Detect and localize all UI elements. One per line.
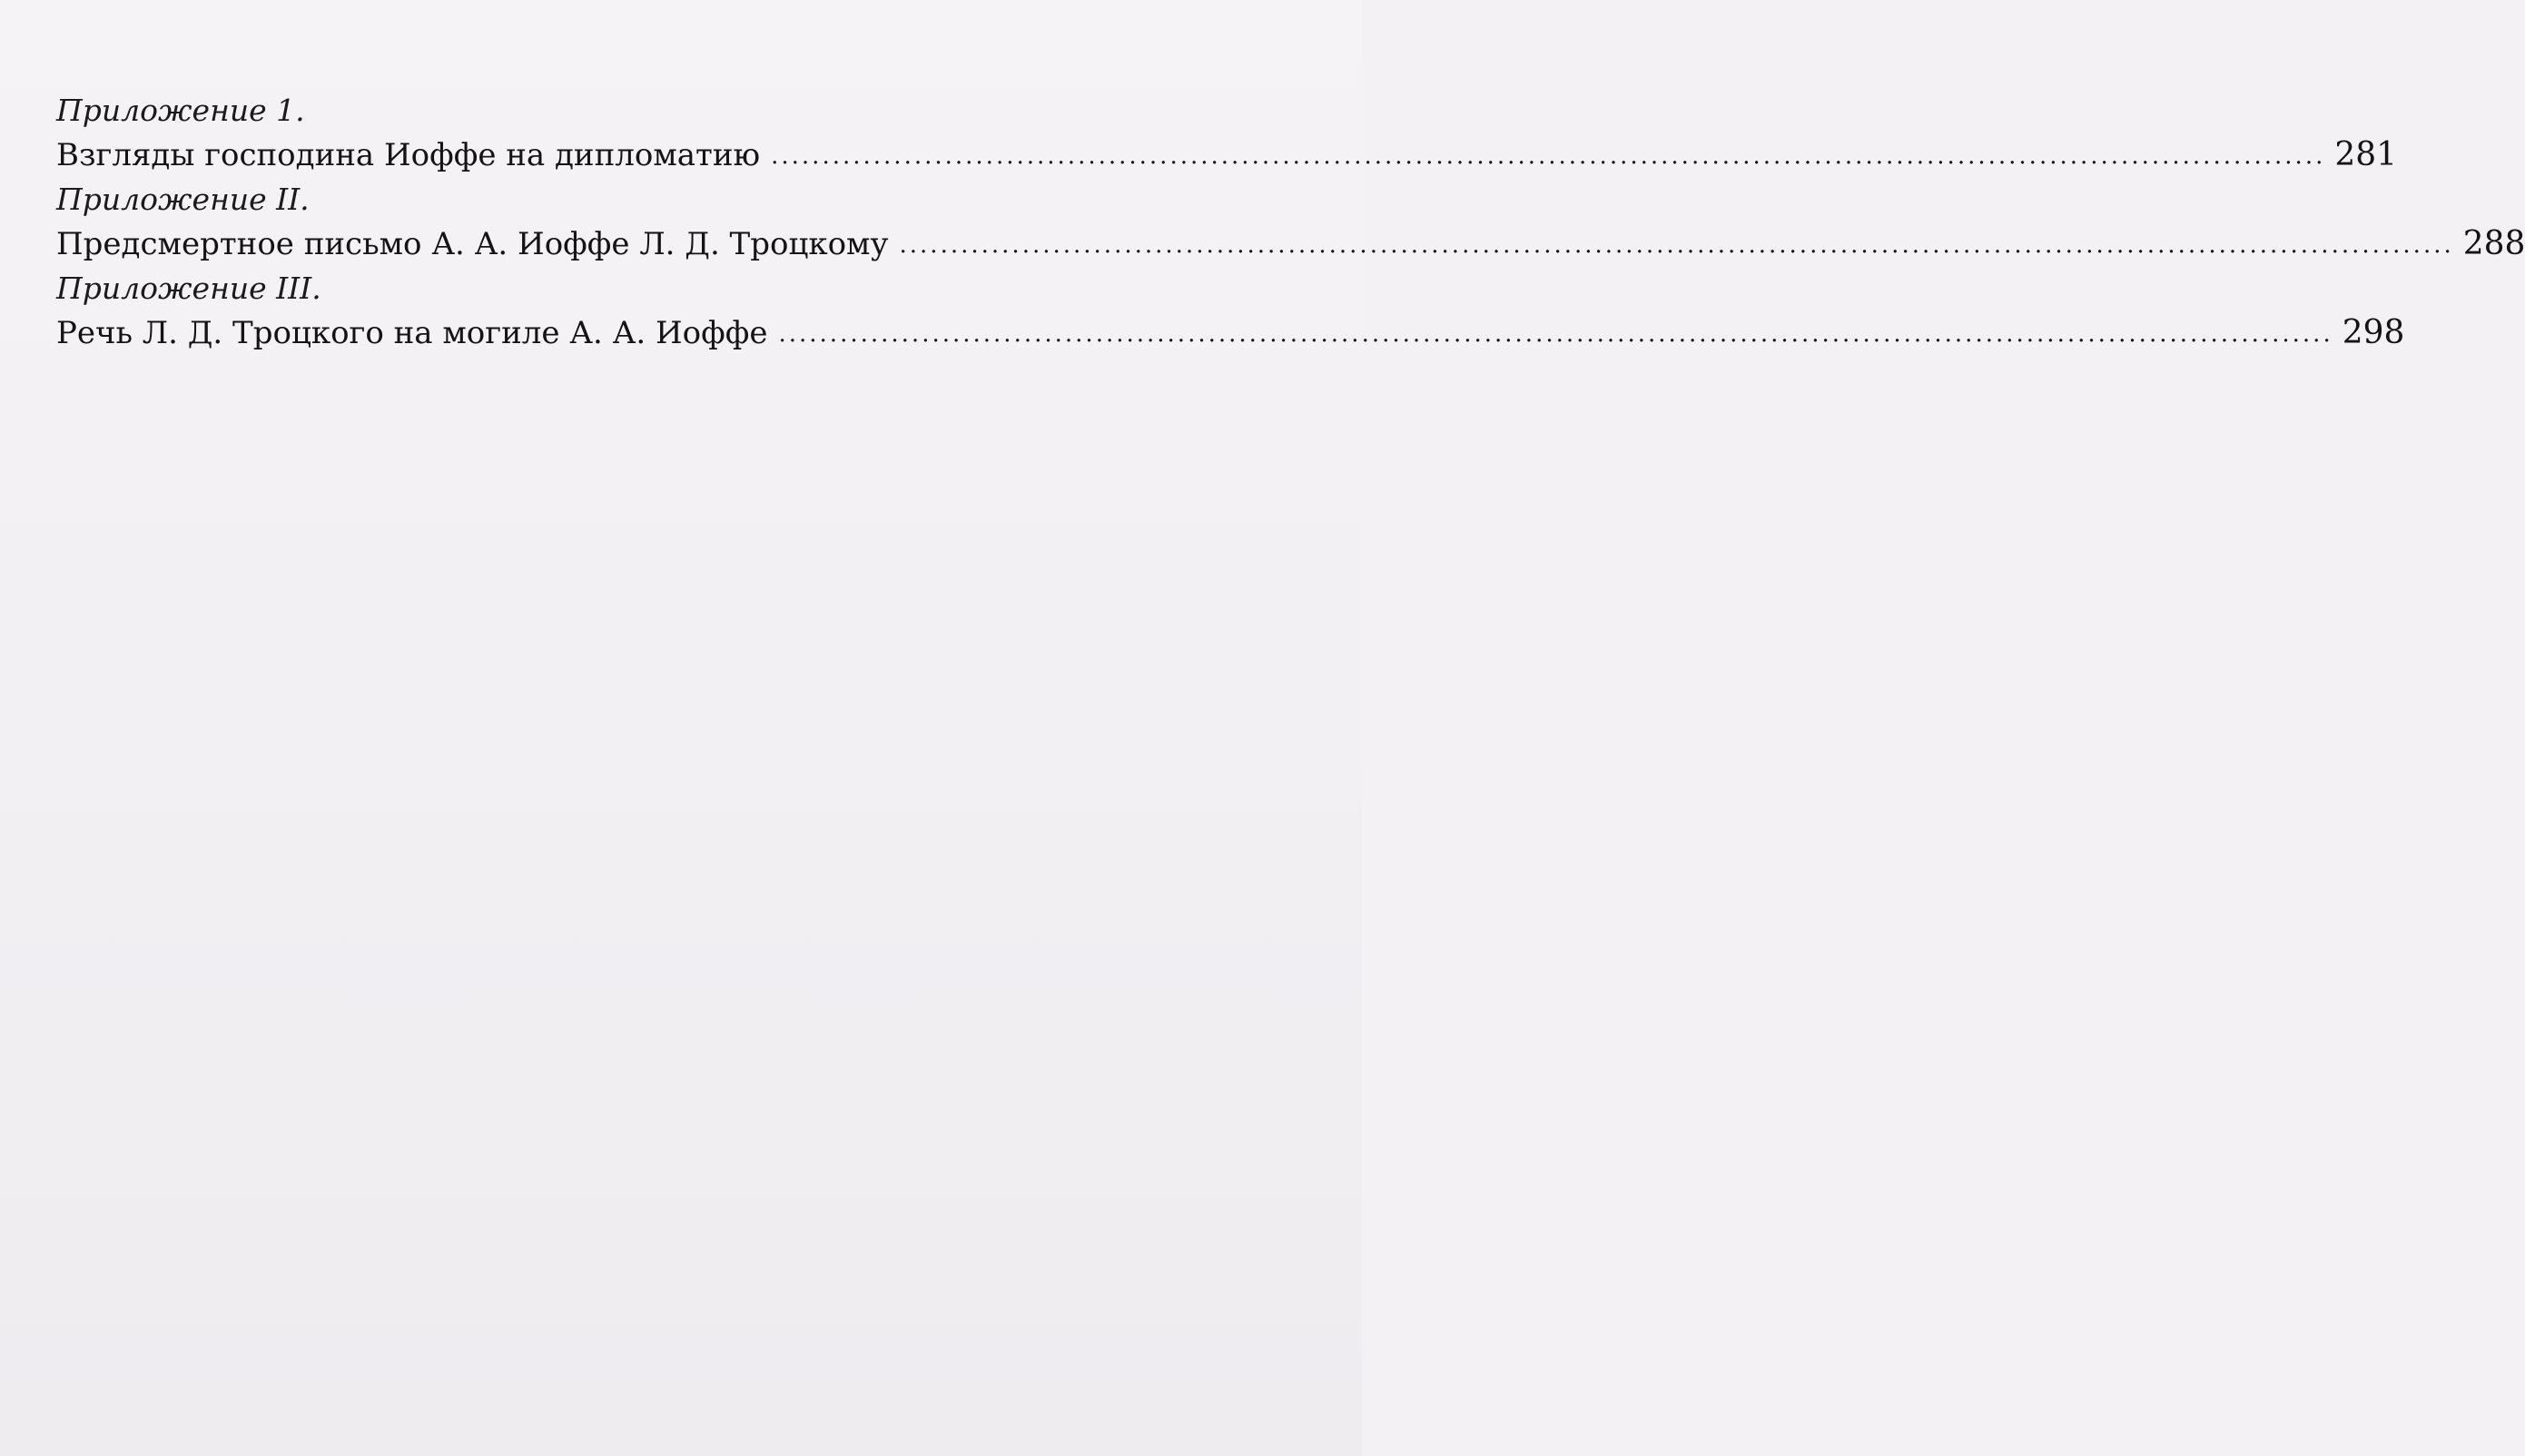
appendix-label: Приложение 1. <box>56 93 305 128</box>
toc-entry <box>56 131 2398 180</box>
toc-section-appendix-3 <box>56 269 2405 358</box>
dot-leader: ........................................................................................................................................................ <box>899 231 2454 259</box>
appendix-label: Приложение III. <box>56 271 321 306</box>
table-of-contents <box>56 91 2525 358</box>
entry-title: Взгляды господина Иоффе на дипломатию <box>56 137 761 173</box>
toc-section-appendix-2 <box>56 180 2525 269</box>
appendix-label: Приложение II. <box>56 182 310 217</box>
page-number: 298 <box>2342 314 2405 351</box>
toc-entry <box>56 309 2405 358</box>
toc-section-appendix-1 <box>56 91 2398 180</box>
entry-title: Речь Л. Д. Троцкого на могиле А. А. Иоффе <box>56 315 768 351</box>
page-number: 281 <box>2334 136 2398 173</box>
entry-title: Предсмертное письмо А. А. Иоффе Л. Д. Троцкому <box>56 226 889 262</box>
page-number: 288 <box>2462 225 2525 262</box>
toc-entry <box>56 220 2525 269</box>
dot-leader: ........................................................................................................................................................ <box>771 143 2326 170</box>
dot-leader: ........................................................................................................................................................ <box>778 320 2333 348</box>
